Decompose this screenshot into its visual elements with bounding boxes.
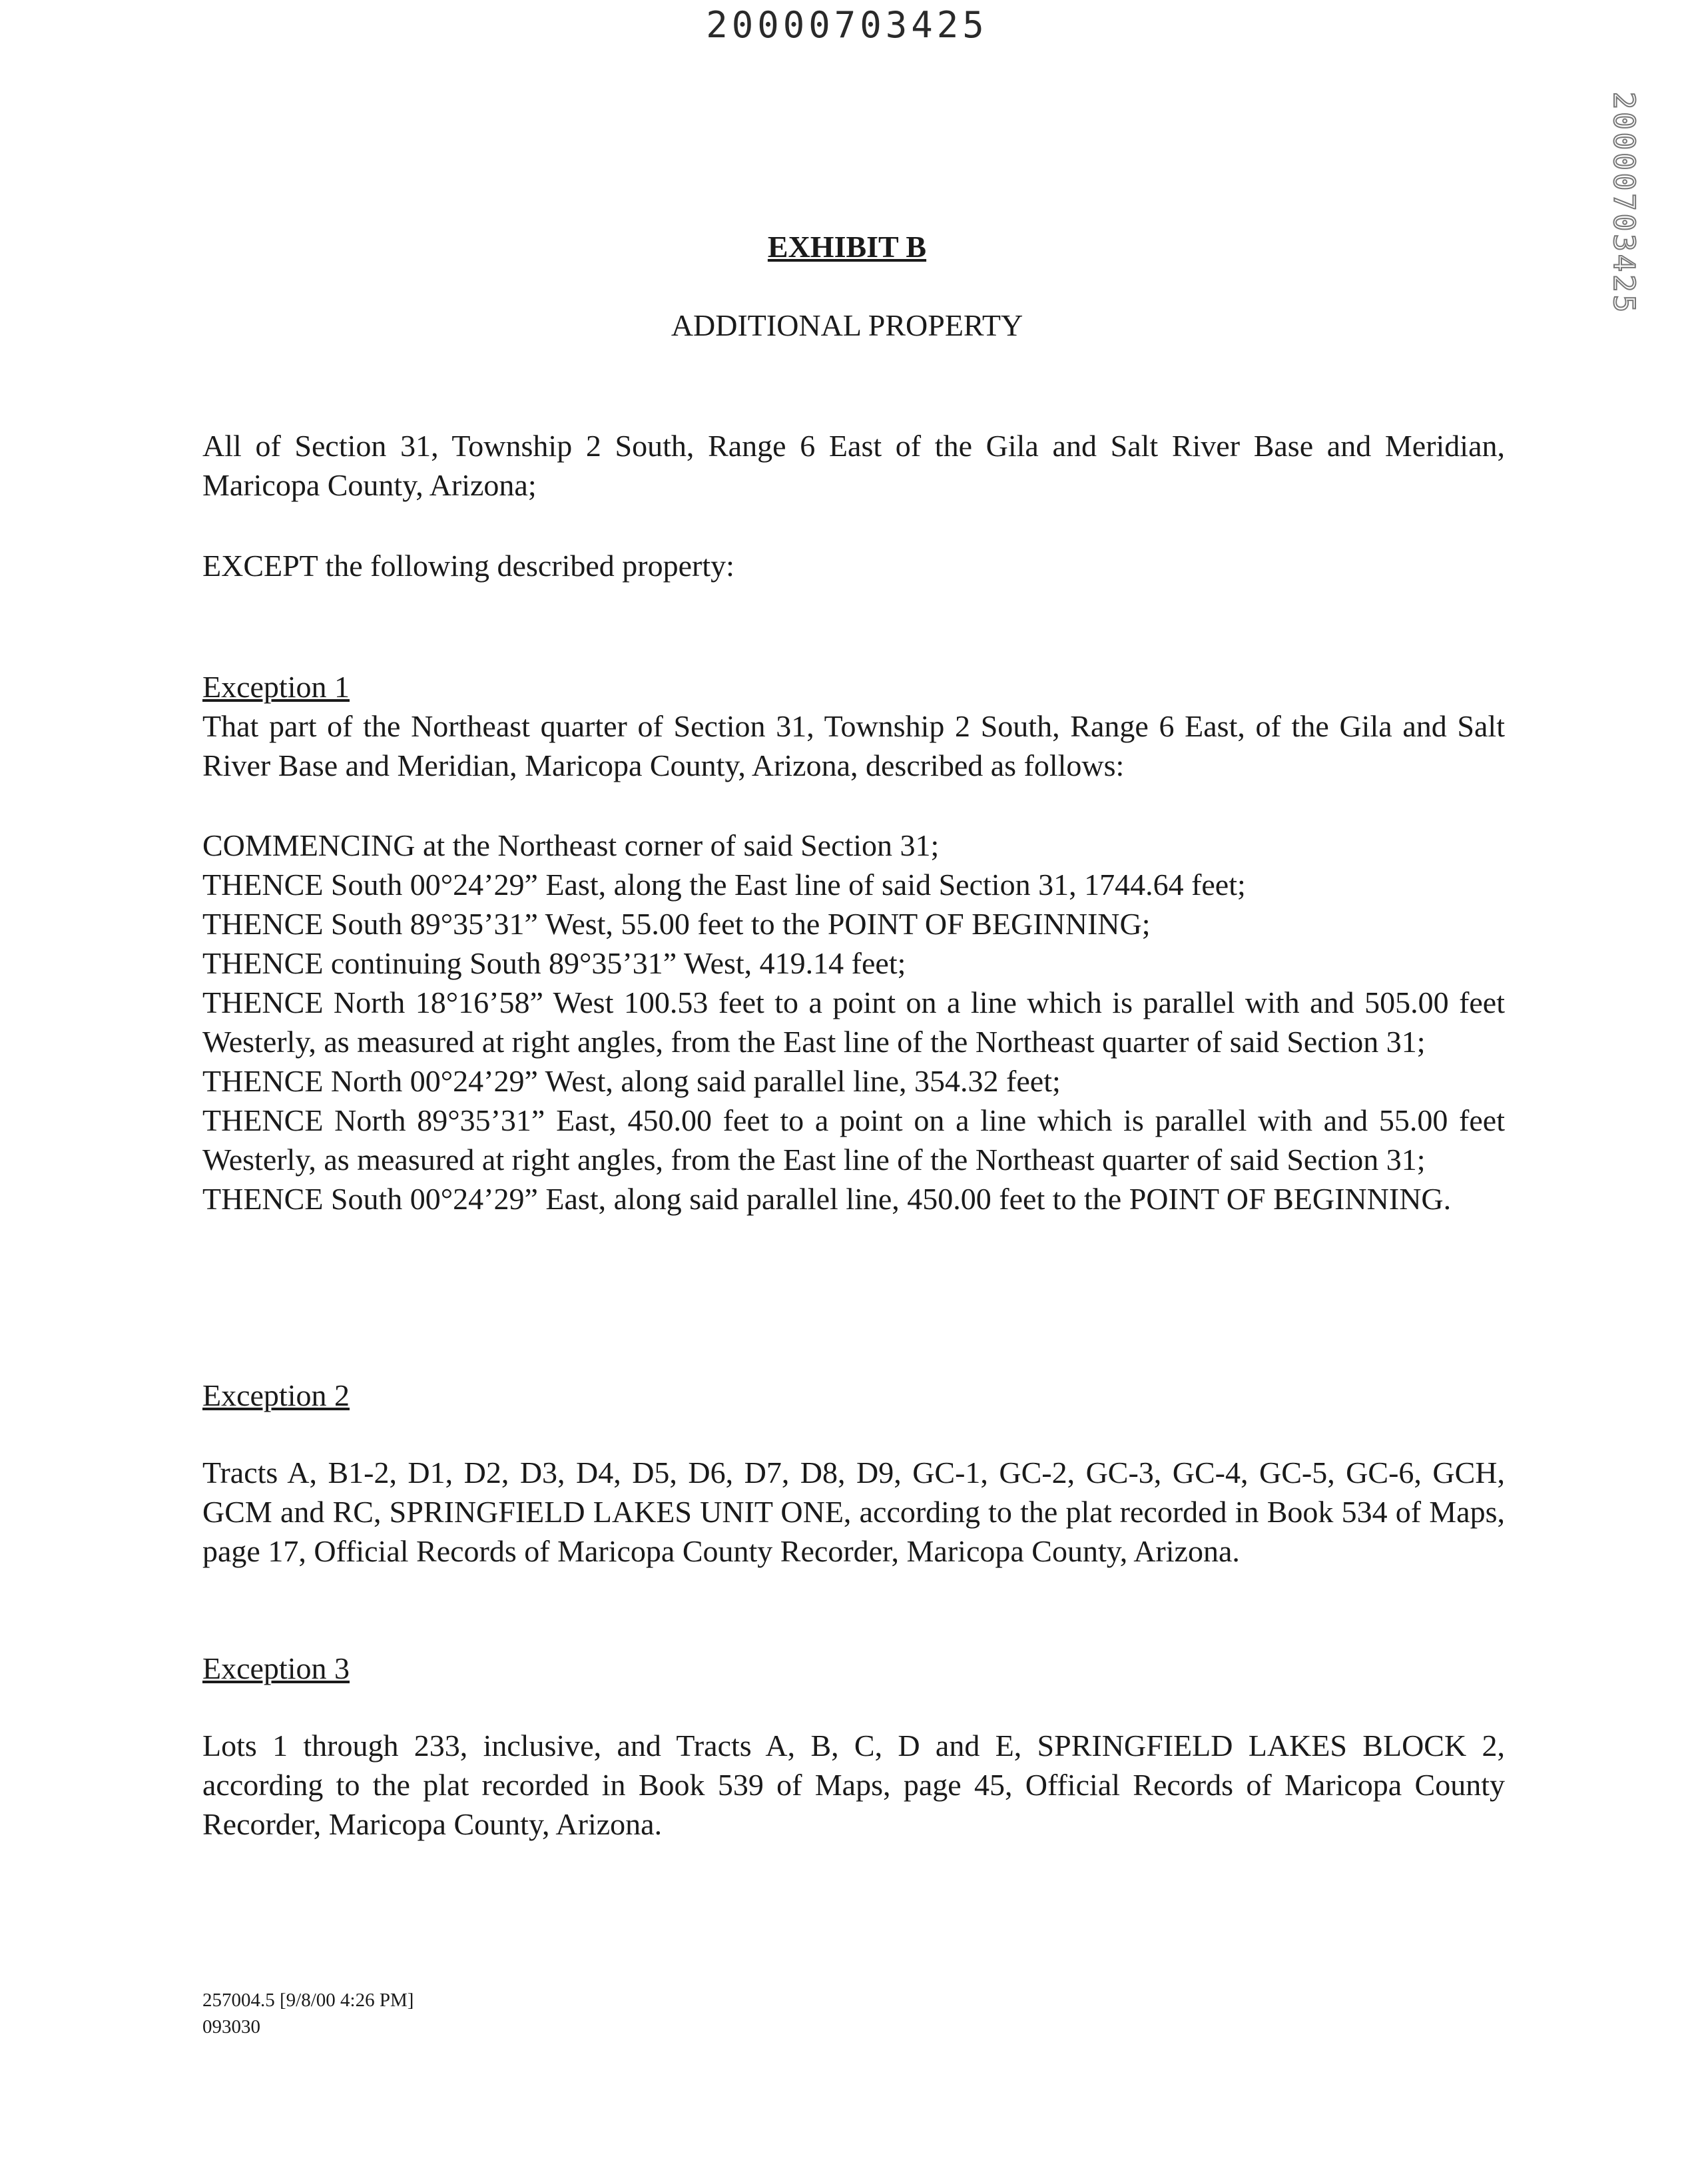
call-line: THENCE North 18°16’58” West 100.53 feet to a point on a line which is parallel with and 505.00 feet Westerly, as measured at right angles, from the East line of the Northeast quarter of said Section 31; <box>202 985 1505 1059</box>
call-line: THENCE North 89°35’31” East, 450.00 feet to a point on a line which is parallel with and 55.00 feet Westerly, as measured at right angles, from the East line of the Northeast quarter of said Section 31; <box>202 1103 1505 1177</box>
call-line: THENCE continuing South 89°35’31” West, 419.14 feet; <box>202 946 906 980</box>
footer <box>202 1987 414 2040</box>
exception-2-heading <box>202 1376 1505 1415</box>
side-stamp-text: 20000703425 <box>1607 91 1641 315</box>
exception-1-heading-text: Exception 1 <box>202 670 350 704</box>
exception-3-heading <box>202 1649 1505 1688</box>
exception-2-text: Tracts A, B1-2, D1, D2, D3, D4, D5, D6, D7, D8, D9, GC-1, GC-2, GC-3, GC-4, GC-5, GC-6, GCH, GCM and RC, SPRINGFIELD LAKES UNIT ONE, according to the plat recorded in Book 534 of Maps, page 17, Official Records of Maricopa County Recorder, Maricopa County, Arizona. <box>202 1456 1505 1568</box>
exception-3-text: Lots 1 through 233, inclusive, and Tracts A, B, C, D and E, SPRINGFIELD LAKES BLOCK 2, according to the plat recorded in Book 539 of Maps, page 45, Official Records of Maricopa County Recorder, Maricopa County, Arizona. <box>202 1729 1505 1841</box>
recording-number: 20000703425 <box>706 4 988 46</box>
side-recording-stamp <box>1601 93 1647 313</box>
call-line: COMMENCING at the Northeast corner of said Section 31; <box>202 828 940 862</box>
exception-1-heading <box>202 667 1505 706</box>
exhibit-title: EXHIBIT B <box>767 230 927 264</box>
call-line: THENCE North 00°24’29” West, along said parallel line, 354.32 feet; <box>202 1064 1061 1098</box>
exception-3-heading-text: Exception 3 <box>202 1651 350 1685</box>
exception-1-description: That part of the Northeast quarter of Section 31, Township 2 South, Range 6 East, of the Gila and Salt River Base and Meridian, Maricopa County, Arizona, described as follows: <box>202 709 1505 782</box>
exception-2-heading-text: Exception 2 <box>202 1378 350 1412</box>
intro-paragraph: All of Section 31, Township 2 South, Range 6 East of the Gila and Salt River Base and Meridian, Maricopa County, Arizona; <box>202 429 1505 502</box>
call-line: THENCE South 00°24’29” East, along said parallel line, 450.00 feet to the POINT OF BEGINNING. <box>202 1182 1452 1216</box>
call-line: THENCE South 89°35’31” West, 55.00 feet to the POINT OF BEGINNING; <box>202 907 1151 941</box>
footer-code: 093030 <box>202 2016 260 2038</box>
footer-doc-id: 257004.5 [9/8/00 4:26 PM] <box>202 1990 414 2011</box>
except-line: EXCEPT the following described property: <box>202 549 734 583</box>
exhibit-subtitle: ADDITIONAL PROPERTY <box>671 308 1023 342</box>
call-line: THENCE South 00°24’29” East, along the East line of said Section 31, 1744.64 feet; <box>202 868 1246 902</box>
exception-1-calls <box>202 826 1505 1219</box>
